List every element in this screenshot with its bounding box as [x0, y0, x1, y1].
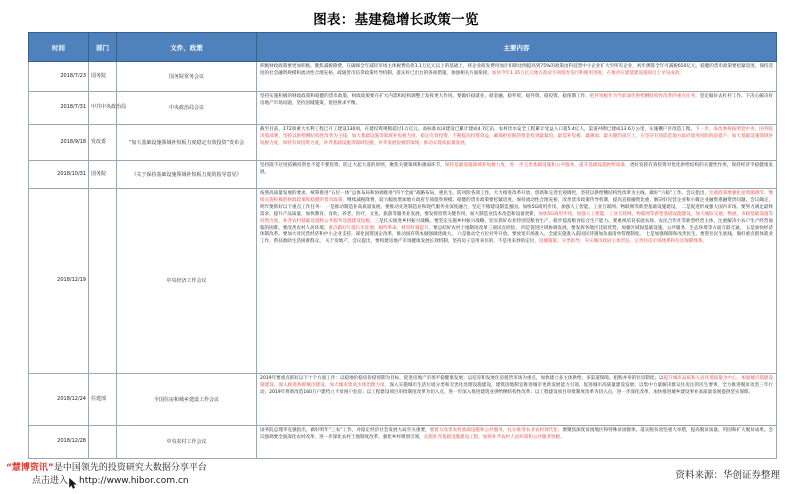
highlighted-text: 把补短板作为当前深化供给侧结构性改革的重点任务。: [589, 94, 700, 99]
hibor-url[interactable]: http://www.hibor.com.cn: [79, 475, 189, 486]
table-header-row: [29, 33, 777, 62]
table-row: [29, 161, 777, 189]
main-content-paragraph: [260, 428, 773, 442]
cell-main-content: [257, 92, 777, 125]
highlighted-text: 下一步，发改委将按照党中央、国务院决策部署，坚持以供给侧结构性改革为主线，加大基础设施等领域补短板力度，稳定有效投资，不断提高投资效益，确保把有限的资金投到最紧迫、最需补短板、最薄弱、最关键的项目上，在坚决有效防范地方政府债务风险的前提下，加大基础设施领域补短板力度，保持有效投资力度，补齐基础设施等领域短板，补齐发展短板的领域，推动实现高质量发展。: [260, 127, 773, 146]
cell-department: [89, 426, 117, 459]
main-content-paragraph: [260, 191, 773, 246]
enter-site-label: 点击进入: [32, 475, 69, 486]
cell-time: 2018/10/31: [29, 161, 89, 189]
cell-department: 中共中央政治局: [89, 92, 117, 125]
highlighted-text: 实施补齐基础设施建设工程，加快补齐农村人居环境和公共服务短板。: [423, 434, 565, 440]
promo-tagline: 是中国领先的投资研究大数据分享平台: [53, 462, 207, 473]
table-body: [29, 62, 777, 459]
plain-text: 深入实施城市生活垃圾分类和无害化处理设施建设，建筑因地制宜推进城市更新发展能力引领，促进城市高质量建设发展；以集中力量解决群众住房注的民生要事，全力推进脱贫攻坚三年行动，2019年将新改造160万户建档立卡贫困户危房；以工程建设项目审批制度改革为切入点，进一步深入推进建筑业供给侧结构性改革；以工程建设项目审批制度改革为切入点，进一步深化改革，加快推进城乡建设事业高质量发展提供坚实保障。: [260, 382, 774, 395]
plain-text: 要总结好农村土地制度改革三项试点经验。 四是促进区域协调发展。要发挥各地区比较优势，加强区域间基础设施、公共服务、生态环境等方面互联互通。 五是加快经济体制改革。要加大对民营经济和中小企业支持，深化国资国企改革，推动国有资本做强做优做大。 六是推动全方位对外开放。要放宽市场准入，全面实施准入前国民待遇加负面清单管理制度。 七是加强保障和改善民生。要兜住民生底线，做好重点群体就业工作，帮扶救助生活困难群众。 关于房地产，会议提出，要构建房地产市场健康发展长效机制，坚持房子是用来住的、不是用来炒的定位，: [260, 225, 774, 245]
main-content-paragraph: [260, 376, 773, 397]
cell-document: 中央农村工作会议: [117, 426, 257, 459]
source-note: 资料来源：华创证券整理: [675, 470, 780, 481]
table-header: [29, 33, 777, 62]
table-row: [29, 374, 777, 426]
policy-table: [28, 32, 777, 459]
cell-main-content: [257, 189, 777, 374]
table-row: [29, 125, 777, 161]
main-content-paragraph: [260, 163, 773, 177]
plain-text: 更好发挥有效投资对优化供给结构的关键性作用，保持经济平稳健康发展。: [260, 163, 774, 175]
cell-time: 2018/7/23: [29, 62, 89, 92]
cell-time: 2018/12/19: [29, 189, 89, 374]
plain-text: 坚持既不过度依赖投资也不能不要投资、防止大起大落的原则，聚焦关键领域和薄弱环节，: [260, 163, 445, 168]
main-content-paragraph: [260, 64, 773, 78]
table-row: [29, 62, 777, 92]
column-header-time: 时间: [29, 33, 89, 62]
cell-time: 2018/9/18: [29, 125, 89, 161]
table-row: [29, 92, 777, 125]
page-title: 图表：基建稳增长政策一览: [313, 12, 479, 28]
highlighted-text: 因城施策、分类指导，夯实城市政府主体责任，完善住房市场体系和住房保障体系。: [538, 239, 708, 245]
plain-text: 三是扎实推进乡村振兴战略。要坚定实施乡村振兴战略，切实抓好农业特别是粮食生产，稳步提高粮食综合生产能力。要重视培育家庭农场、农民合作社等新型经营主体，注重解决小农户生产经营面临的困难。要改善农村人居环境，: [260, 218, 774, 231]
cell-document: “加大基础设施领域补短板力度稳定有效投资”发布会: [117, 125, 257, 161]
cell-time: 2018/12/24: [29, 374, 89, 426]
highlighted-text: 重点做好垃圾污水处理、厕所革命、村容村貌提升，: [328, 225, 434, 231]
main-content-paragraph: [260, 94, 773, 108]
footer-promo: [6, 462, 426, 488]
plain-text: 坚持实施积极的财政政策和稳健的货币政策，财政政策要在扩大内需和结构调整上发挥更大作用。要做好稳就业、稳金融、稳外贸、稳外资、稳投资、稳预期工作，: [260, 94, 590, 99]
plain-text: 国务院总理李克强指出，做好明年“三农”工作，对稳定经济社会发展大局至关重要，: [260, 428, 430, 433]
column-header-main-content: 主要内容: [257, 33, 777, 62]
cell-department: 住建部: [89, 374, 117, 426]
cell-department: 国务院: [89, 161, 117, 189]
cell-document: 中央经济工作会议: [117, 189, 257, 374]
table-row: [29, 189, 777, 374]
plain-text: 坚定做好去杠杆工作。下决心解决好房地产市场问题，坚持因城施策，促进供求平衡。: [260, 94, 774, 106]
main-content-paragraph: [260, 127, 773, 148]
cell-main-content: [257, 125, 777, 161]
plain-text: 2019年要重点抓好以下十个方面工作：以稳地价稳房价稳预期为目标，促进房地产市场平稳健康发展；以培育和发展住房租赁市场为重点，加快建立多主体供给、多渠道保障、租购并举的住房制度；以: [260, 376, 664, 381]
plain-text: 积极财政政策要更加积极。聚焦减税降费，在确保全年减轻市场主体税费负担1.1万亿元以上的基础上，将企业研发费用加计扣除比例提高到75%的政策由科技型中小企业扩大至所有企业，初步测算全年可减税650亿元。稳健的货币政策要松紧适度。保持适度的社会融资规模和流动性合理充裕，疏通货币信贷政策传导机制，落实好已出台的各项措施，加强相关方面衔接。: [260, 64, 773, 76]
cell-department: [89, 189, 117, 374]
cell-document: 全国住房和城乡建设工作会议: [117, 374, 257, 426]
cell-main-content: [257, 374, 777, 426]
highlighted-text: 保持基础设施领域补短板力度，进一步完善基础设施和公共服务，提升基础设施供给质量，: [444, 163, 630, 168]
table-row: [29, 426, 777, 459]
plain-text: 要聚焦深度贫困地区和特殊贫困群体，落实脱贫攻坚重大举措，提高脱贫质量，巩固和扩大脱贫成果。会议强调要全面深化农村改革，进一步深化农村土地制度改革，强化乡村规划引领，: [260, 428, 774, 440]
cell-document: 国务院常务会议: [117, 62, 257, 92]
brand-name: “慧博资讯”: [6, 462, 54, 473]
highlighted-text: 宏观政策要强化逆周期调节，继续实施积极的财政政策和稳健的货币政策，: [260, 191, 773, 203]
cell-main-content: [257, 161, 777, 189]
cursor-pointer-icon: [69, 478, 78, 489]
cell-time: 2018/12/28: [29, 426, 89, 459]
promo-tagline-line: [6, 462, 426, 475]
column-header-department: 部门: [89, 33, 117, 62]
plain-text: 截至目前，172项重大水利工程已开工建设130项，在建投资规模超过1万亿元。高标准农田建设已累计建成4.7亿亩，农村饮水安全工程累计受益人口超5.4亿人，渠道衬砌已建成13.6万公里，实施棚户区改造工程。: [260, 127, 696, 132]
promo-link-line[interactable]: [6, 475, 426, 488]
highlighted-text: 要着力改善农村基础设施和公共服务，扎实推进农业农村现代化；: [429, 428, 563, 433]
highlighted-text: 加快5G商用步伐，加强人工智能、工业互联网、物联网等新型基础设施建设，加大城际交通、物流、市政基础设施等投资力度，补齐农村基础设施和公共服务设施建设短板。: [260, 211, 773, 224]
cell-department: 发改委: [89, 125, 117, 161]
highlighted-text: 提升城市品质和人居环境质量为中心，加强城市基础设施建设，深入推进海绵城市建设，加大城市黑臭水体治理力度，: [260, 376, 773, 388]
cell-time: 2018/7/31: [29, 92, 89, 125]
cell-document: 《关于保持基础设施领域补短板力度的指导意见》: [117, 161, 257, 189]
cell-main-content: [257, 62, 777, 92]
cell-main-content: [257, 426, 777, 459]
highlighted-text: 加快今年1.35万亿元地方政府专项债券发行和使用进度，在推动在建基建设施项目上早见成效。: [491, 70, 684, 76]
cell-department: 国务院: [89, 62, 117, 92]
cell-document: 中央政治局会议: [117, 92, 257, 125]
column-header-document: 文件、政策: [117, 33, 257, 62]
plain-text: 继续减税降费，较大幅度增加地方政府专项债券规模；稳健的货币政策要松紧适度，保持流动性合理充裕，改善货币政策传导机制，提高直接融资比重，解决好民营企业和小微企业融资难融资贵问题。会议确定，明年要抓好以下重点工作任务： 一是推动制造业高质量发展。要推动先进制造业和现代服务业深度融合，坚定不移建设制造强国。加快5G商用步伐，加强人工智能、工业互联网、物联网等新型基础设施建设。 二是促进形成强大国内市场。要努力满足最终需求，提升产品质量，加快教育、育幼、养老、医疗、文化、旅游等服务业发展。要发挥投资关键作用，加大制造业技术改造和设备更新，: [260, 197, 774, 217]
plain-text: 按照高质量发展的要求，统筹推进“五位一体”总体布局和协调推进“四个全面”战略布局、惠民生、防风险各项工作，大力推进改革开放，创新和完善宏观调控，坚持以供给侧结构性改革为主线，做好“六稳”工作。会议指出，: [260, 191, 709, 196]
